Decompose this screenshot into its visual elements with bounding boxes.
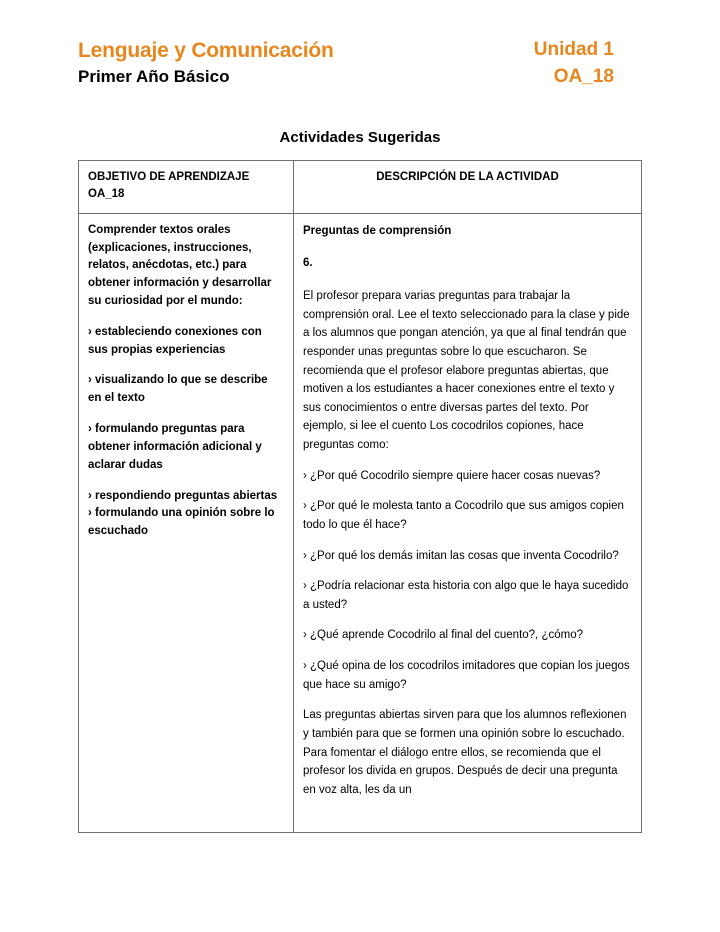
description-paragraph-1: El profesor prepara varias preguntas para trabajar la comprensión oral. Lee el texto seleccionado para la clase y pide a los alumnos que pongan atención, ya que al final tendrán que responder unas preguntas sobre lo que escucharon. Se recomienda que el profesor elabore preguntas abiertas, que motiven a los estudiantes a hacer conexiones entre el texto y sus conocimientos o entre diversas partes del texto. Por ejemplo, si lee el cuento Los cocodrilos copiones, hace preguntas como: <box>303 290 630 452</box>
description-paragraph-2: Las preguntas abiertas sirven para que los alumnos reflexionen y también para que se formen una opinión sobre lo escuchado. Para fomentar el diálogo entre ellos, se recomienda que el profesor los divida en grupos. Después de decir una pregunta en voz alta, les da un <box>303 709 627 796</box>
grade-title: Primer Año Básico <box>78 67 230 87</box>
objective-bullet-4: › respondiendo preguntas abiertas › formulando una opinión sobre lo escuchado <box>88 489 278 538</box>
comprehension-question-4: › ¿Podría relacionar esta historia con algo que le haya sucedido a usted? <box>303 580 629 611</box>
oa-code-title: OA_18 <box>553 65 614 87</box>
objective-intro: Comprender textos orales (explicaciones, instrucciones, relatos, anécdotas, etc.) para obtener información y desarrollar su curiosidad por el mundo: <box>88 223 272 308</box>
description-cell <box>294 213 642 832</box>
header-description: DESCRIPCIÓN DE LA ACTIVIDAD <box>294 161 642 213</box>
section-title: Actividades Sugeridas <box>279 129 441 147</box>
comprehension-question-6: › ¿Qué opina de los cocodrilos imitadores que copian los juegos que hace su amigo? <box>303 660 630 691</box>
comprehension-question-2: › ¿Por qué le molesta tanto a Cocodrilo que sus amigos copien todo lo que él hace? <box>303 500 624 531</box>
subject-title: Lenguaje y Comunicación <box>78 39 334 62</box>
table-header-row <box>79 161 642 213</box>
comprehension-question-3: › ¿Por qué los demás imitan las cosas que inventa Cocodrilo? <box>303 549 619 562</box>
activity-number: 6. <box>303 257 313 270</box>
comprehension-question-5: › ¿Qué aprende Cocodrilo al final del cuento?, ¿cómo? <box>303 629 583 642</box>
objective-bullet-3: › formulando preguntas para obtener información adicional y aclarar dudas <box>88 423 262 471</box>
table-row <box>79 213 642 832</box>
unit-title: Unidad 1 <box>533 39 614 60</box>
comprehension-question-1: › ¿Por qué Cocodrilo siempre quiere hacer cosas nuevas? <box>303 469 601 482</box>
objective-cell <box>79 213 294 832</box>
objective-bullet-1: › estableciendo conexiones con sus propias experiencias <box>88 325 262 356</box>
header-left-block <box>78 38 334 88</box>
activity-table <box>78 160 642 832</box>
objective-bullet-2: › visualizando lo que se describe en el texto <box>88 374 268 405</box>
description-subtitle: Preguntas de comprensión <box>303 224 452 237</box>
header-objective: OBJETIVO DE APRENDIZAJE OA_18 <box>79 161 294 213</box>
header-right-block <box>534 38 642 89</box>
page-header <box>78 38 642 89</box>
